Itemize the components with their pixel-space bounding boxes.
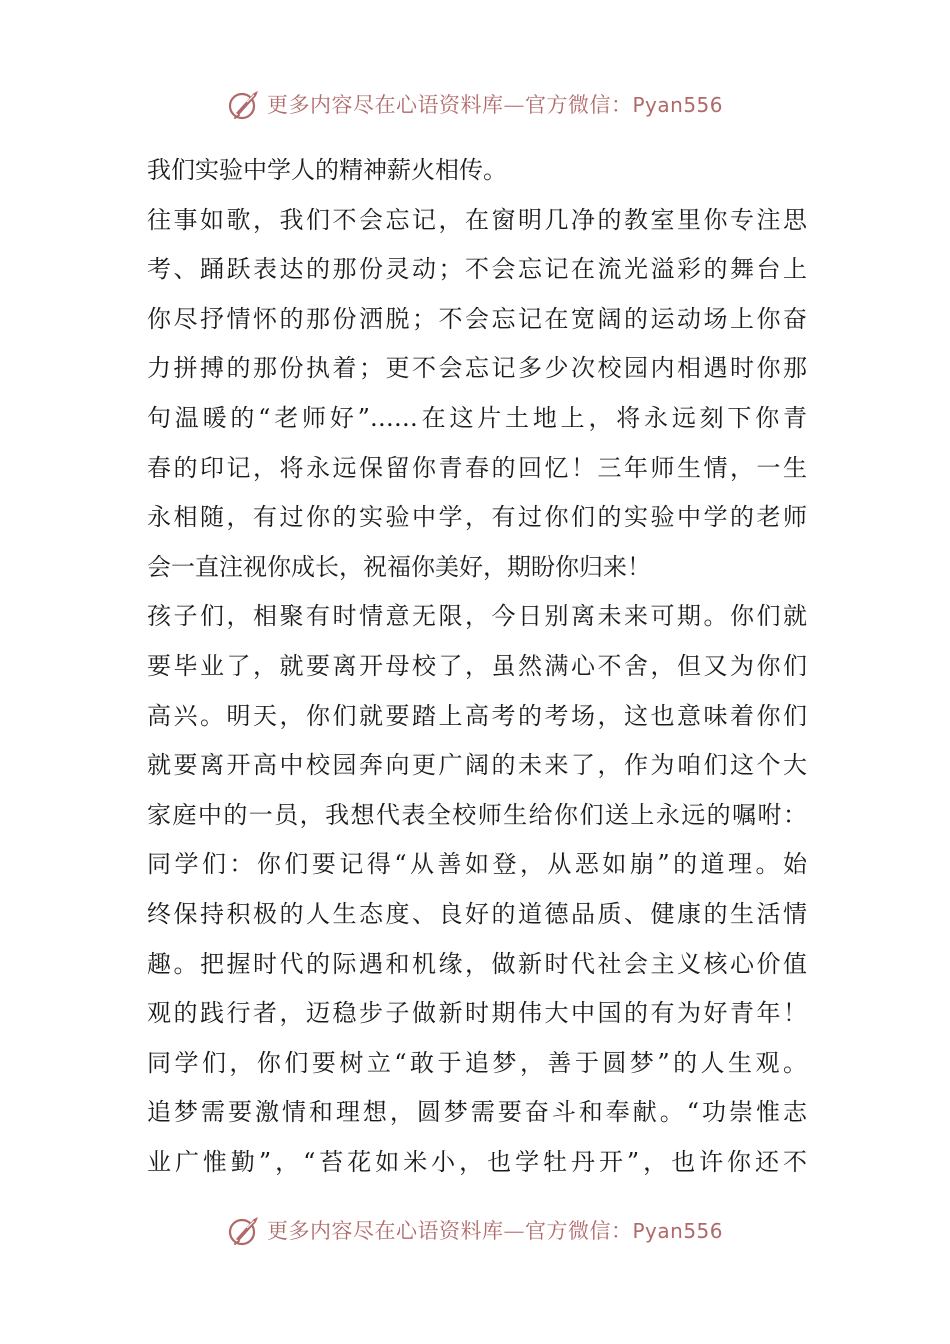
text-line: 往事如歌，我们不会忘记，在窗明几净的教室里你专注思 [147,205,807,234]
quill-logo-icon [227,1212,263,1248]
text-line: 同学们，你们要树立“敢于追梦，善于圆梦”的人生观。 [147,1048,807,1077]
quill-logo-icon [227,86,263,122]
banner-wechat-id: Pyan556 [632,93,723,117]
text-line: 句温暖的“老师好”……在这片土地上，将永远刻下你青 [147,403,807,432]
text-line: 业广惟勤”，“苔花如米小，也学牡丹开”，也许你还不 [147,1147,807,1176]
banner-site-text: 更多内容尽在心语资料库 [266,93,504,117]
banner-separator: — [503,1219,525,1243]
text-line: 我们实验中学人的精神薪火相传。 [147,156,507,184]
text-line: 永相随，有过你的实验中学，有过你们的实验中学的老师 [147,503,807,532]
document-body [147,146,807,1187]
text-line: 孩子们，相聚有时情意无限，今日别离未来可期。你们就 [147,602,807,631]
banner-official-label: 官方微信： [524,93,633,117]
text-line: 家庭中的一员，我想代表全校师生给你们送上永远的嘱咐： [147,800,807,829]
text-line: 要毕业了，就要离开母校了，虽然满心不舍，但又为你们 [147,651,807,680]
text-line: 观的践行者，迈稳步子做新时期伟大中国的有为好青年！ [147,999,807,1028]
text-line: 追梦需要激情和理想，圆梦需要奋斗和奉献。“功崇惟志 [147,1098,807,1127]
header-banner [0,82,950,126]
text-line: 春的印记，将永远保留你青春的回忆！三年师生情，一生 [147,453,807,482]
banner-separator: — [503,93,525,117]
text-line: 力拼搏的那份执着；更不会忘记多少次校园内相遇时你那 [147,354,807,383]
banner-site-text: 更多内容尽在心语资料库 [266,1219,504,1243]
text-line: 同学们：你们要记得“从善如登，从恶如崩”的道理。始 [147,850,807,879]
footer-banner [0,1208,950,1252]
text-line: 考、踊跃表达的那份灵动；不会忘记在流光溢彩的舞台上 [147,255,807,284]
text-line: 趣。把握时代的际遇和机缘，做新时代社会主义核心价值 [147,949,807,978]
text-line: 就要离开高中校园奔向更广阔的未来了，作为咱们这个大 [147,751,807,780]
text-line: 高兴。明天，你们就要踏上高考的考场，这也意味着你们 [147,701,807,730]
banner-wechat-id: Pyan556 [632,1219,723,1243]
text-line: 终保持积极的人生态度、良好的道德品质、健康的生活情 [147,899,807,928]
banner-official-label: 官方微信： [524,1219,633,1243]
text-line: 会一直注视你成长，祝福你美好，期盼你归来！ [147,552,651,581]
text-line: 你尽抒情怀的那份洒脱；不会忘记在宽阔的运动场上你奋 [147,304,807,333]
